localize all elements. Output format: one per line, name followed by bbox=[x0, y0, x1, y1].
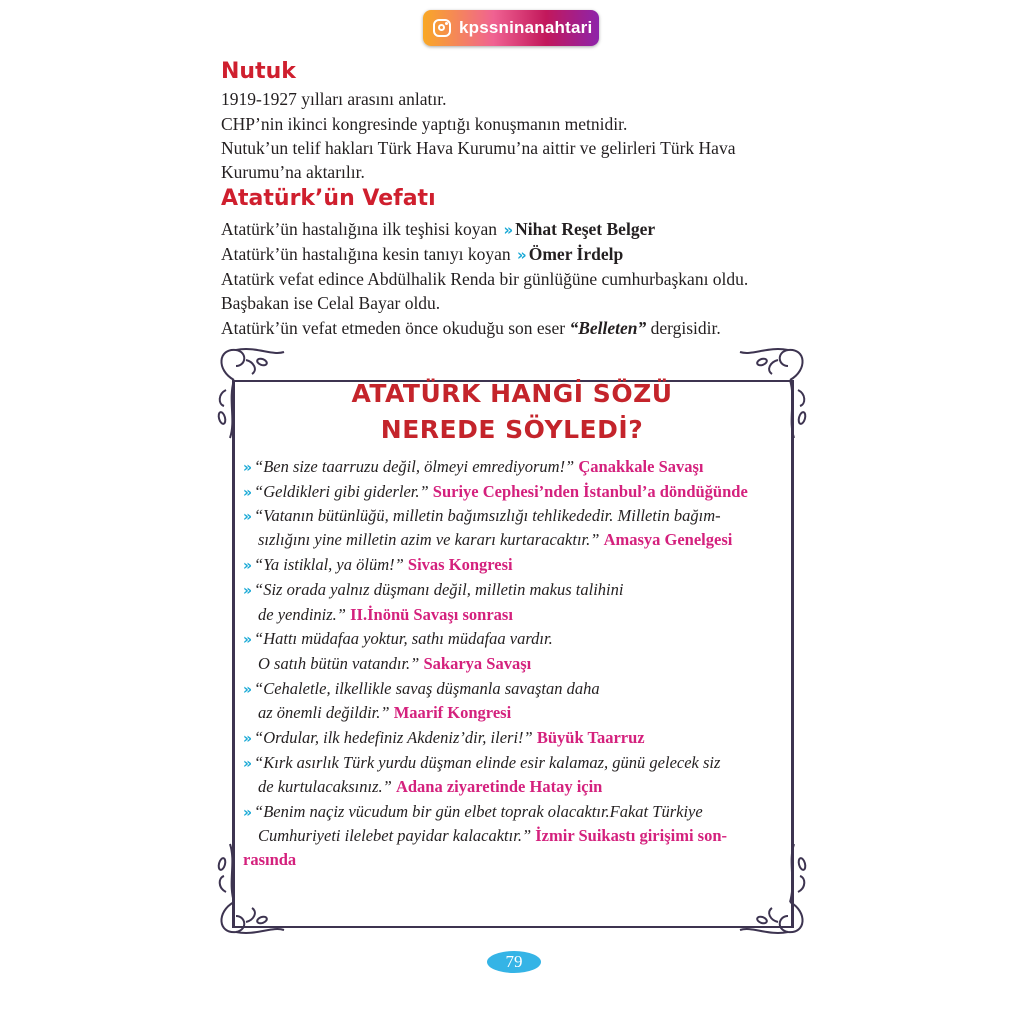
box-title bbox=[0, 376, 1024, 448]
quote-answer: Suriye Cephesi’nden İstanbul’a döndüğünde bbox=[432, 482, 748, 501]
quote-item-1 bbox=[243, 455, 704, 481]
quote-item-8 bbox=[243, 726, 645, 752]
quote-item-3 bbox=[243, 504, 721, 530]
double-chevron-icon: » bbox=[243, 731, 253, 747]
double-chevron-icon: » bbox=[243, 805, 253, 821]
nutuk-line-3: Nutuk’un telif hakları Türk Hava Kurumu’na aittir ve gelirleri Türk Hava bbox=[221, 138, 736, 158]
quote-item-7-cont bbox=[243, 701, 511, 726]
belleten-title: “Belleten” bbox=[569, 318, 647, 338]
quote-item-2 bbox=[243, 480, 748, 506]
quote-text: de kurtulacaksınız.” bbox=[258, 777, 392, 796]
vefat-line-5-post: dergisidir. bbox=[650, 318, 721, 338]
quote-answer: Sivas Kongresi bbox=[407, 555, 513, 574]
quote-item-3-cont bbox=[243, 528, 732, 553]
quote-text: “Vatanın bütünlüğü, milletin bağımsızlığı tehlikededir. Milletin bağım- bbox=[254, 506, 721, 525]
quote-item-6 bbox=[243, 627, 553, 653]
quote-text: O satıh bütün vatandır.” bbox=[258, 654, 420, 673]
vefat-line-5-pre: Atatürk’ün vefat etmeden önce okuduğu son eser bbox=[221, 318, 566, 338]
quote-item-10-cont-2 bbox=[243, 848, 296, 873]
quote-text: “Ya istiklal, ya ölüm!” bbox=[254, 555, 404, 574]
quote-item-5-cont bbox=[243, 603, 513, 628]
quote-item-6-cont bbox=[243, 652, 531, 677]
quote-answer: Sakarya Savaşı bbox=[423, 654, 532, 673]
nutuk-line-1: 1919-1927 yılları arasını anlatır. bbox=[221, 89, 447, 109]
double-chevron-icon: » bbox=[503, 221, 514, 239]
vefat-line-4: Başbakan ise Celal Bayar oldu. bbox=[221, 293, 441, 313]
instagram-handle: kpssninanahtari bbox=[459, 18, 593, 37]
vefat-line-1-name: Nihat Reşet Belger bbox=[515, 219, 656, 239]
vefat-line-5 bbox=[221, 317, 721, 339]
quote-text: Cumhuriyeti ilelebet payidar kalacaktır.” bbox=[258, 826, 532, 845]
quote-item-7 bbox=[243, 677, 600, 703]
vefat-line-1 bbox=[221, 218, 655, 241]
quote-item-9 bbox=[243, 751, 720, 777]
vefat-line-2-name: Ömer İrdelp bbox=[528, 244, 624, 264]
quote-item-9-cont bbox=[243, 775, 602, 800]
quote-text: “Hattı müdafaa yoktur, sathı müdafaa vardır. bbox=[254, 629, 553, 648]
quote-text: “Benim naçiz vücudum bir gün elbet toprak olacaktır.Fakat Türkiye bbox=[254, 802, 703, 821]
page-number: 79 bbox=[487, 951, 541, 973]
instagram-badge bbox=[423, 10, 599, 46]
quote-item-5 bbox=[243, 578, 623, 604]
double-chevron-icon: » bbox=[243, 682, 253, 698]
quote-answer: Amasya Genelgesi bbox=[603, 530, 733, 549]
double-chevron-icon: » bbox=[243, 509, 253, 525]
quote-text: sızlığını yine milletin azim ve kararı kurtaracaktır.” bbox=[258, 530, 600, 549]
double-chevron-icon: » bbox=[243, 485, 253, 501]
vefat-line-2 bbox=[221, 243, 623, 266]
quote-answer: II.İnönü Savaşı sonrası bbox=[350, 605, 513, 624]
quote-item-10-cont bbox=[243, 824, 727, 849]
double-chevron-icon: » bbox=[243, 583, 253, 599]
quote-text: “Ben size taarruzu değil, ölmeyi emrediyorum!” bbox=[254, 457, 575, 476]
quote-answer: Maarif Kongresi bbox=[393, 703, 512, 722]
double-chevron-icon: » bbox=[243, 558, 253, 574]
box-title-line-2: NEREDE SÖYLEDİ? bbox=[380, 415, 644, 444]
quote-text: “Cehaletle, ilkellikle savaş düşmanla savaştan daha bbox=[254, 679, 600, 698]
quote-text: de yendiniz.” bbox=[258, 605, 346, 624]
instagram-icon bbox=[433, 19, 451, 37]
quote-answer: Çanakkale Savaşı bbox=[578, 457, 704, 476]
double-chevron-icon: » bbox=[243, 756, 253, 772]
vefat-line-3: Atatürk vefat edince Abdülhalik Renda bir günlüğüne cumhurbaşkanı oldu. bbox=[221, 269, 749, 289]
quote-item-10 bbox=[243, 800, 703, 826]
double-chevron-icon: » bbox=[243, 632, 253, 648]
quote-text: “Kırk asırlık Türk yurdu düşman elinde esir kalamaz, günü gelecek siz bbox=[254, 753, 721, 772]
vefat-line-1-text: Atatürk’ün hastalığına ilk teşhisi koyan bbox=[221, 219, 498, 239]
quote-answer: Adana ziyaretinde Hatay için bbox=[395, 777, 603, 796]
quote-answer-continued: rasında bbox=[243, 850, 297, 869]
box-title-line-1: ATATÜRK HANGİ SÖZÜ bbox=[351, 379, 673, 408]
quote-text: “Siz orada yalnız düşmanı değil, milletin makus talihini bbox=[254, 580, 624, 599]
vefat-line-2-text: Atatürk’ün hastalığına kesin tanıyı koyan bbox=[221, 244, 511, 264]
quote-text: az önemli değildir.” bbox=[258, 703, 390, 722]
quote-text: “Ordular, ilk hedefiniz Akdeniz’dir, ileri!” bbox=[254, 728, 533, 747]
vefat-heading: Atatürk’ün Vefatı bbox=[221, 186, 436, 211]
quote-answer: Büyük Taarruz bbox=[536, 728, 645, 747]
double-chevron-icon: » bbox=[517, 246, 527, 264]
corner-ornament-bottom-right bbox=[738, 842, 818, 942]
nutuk-line-2: CHP’nin ikinci kongresinde yaptığı konuşmanın metnidir. bbox=[221, 114, 628, 134]
nutuk-line-4: Kurumu’na aktarılır. bbox=[221, 162, 365, 182]
double-chevron-icon: » bbox=[243, 460, 253, 476]
quote-item-4 bbox=[243, 553, 513, 579]
quote-text: “Geldikleri gibi giderler.” bbox=[254, 482, 429, 501]
nutuk-heading: Nutuk bbox=[221, 59, 296, 84]
quote-answer: İzmir Suikastı girişimi son- bbox=[535, 826, 728, 845]
